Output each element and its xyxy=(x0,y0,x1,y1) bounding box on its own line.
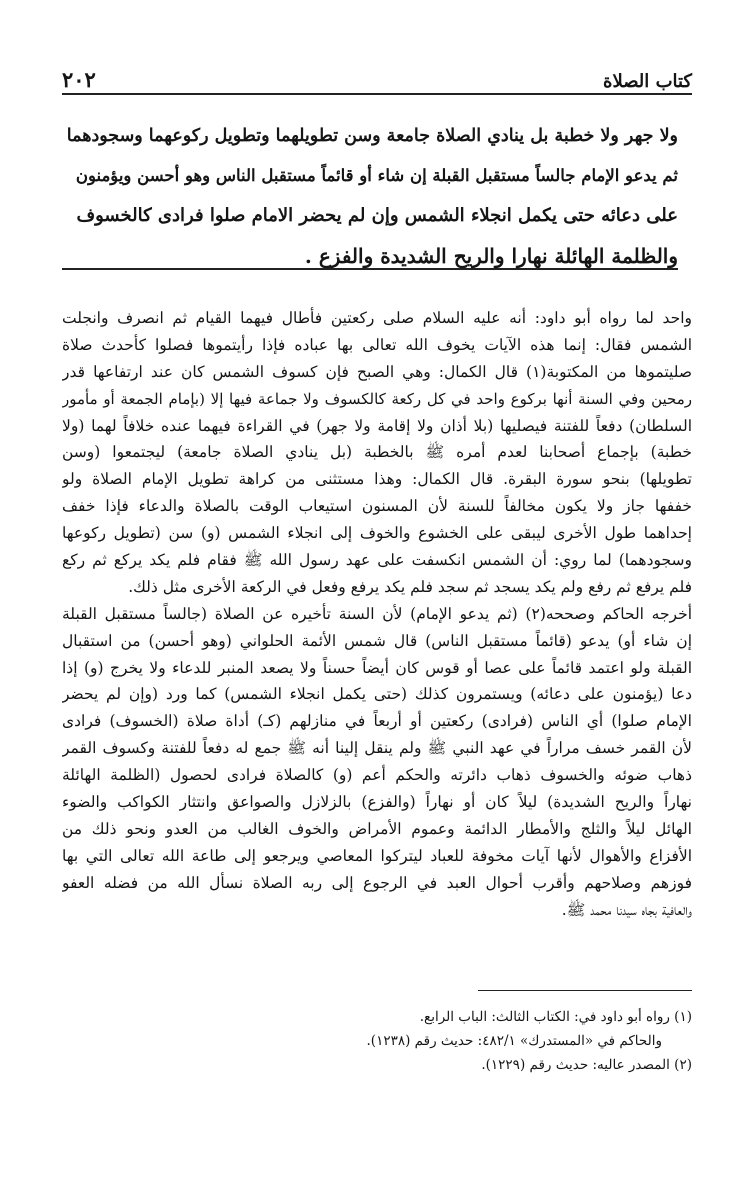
footnote: والحاكم في «المستدرك» ٤٨٢/١: حديث رقم (١٢٣٨). xyxy=(366,1033,662,1049)
footnote: (١) رواه أبو داود في: الكتاب الثالث: الباب الرابع. xyxy=(419,1009,692,1025)
commentary-line: فلم يرفع ثم رفع ولم يكد يسجد ثم سجد فلم يكد يرفع وفعل في الركعة الأخرى مثل ذلك. xyxy=(128,577,692,596)
commentary-line: نهاراً والريح الشديدة) ليلاً كان أو نهاراً (والفزع) بالزلازل والصواعق وانتثار الكواكب والضوء xyxy=(62,793,692,812)
commentary-line: تطويلها) بنحو سورة البقرة. قال الكمال: وهذا مستثنى من كراهة تطويل الإمام الصلاة ولو xyxy=(62,470,692,489)
matn-divider xyxy=(62,268,678,270)
commentary-line: الأفزاع والأهوال لأنها آيات مخوفة للعباد ليتركوا المعاصي ويرجعو إلى طاعة الله تعالى التي بها xyxy=(62,846,692,865)
footnotes xyxy=(62,1005,692,1077)
matn-line: على دعائه حتى يكمل انجلاء الشمس وإن لم يحضر الامام صلوا فرادى كالخسوف xyxy=(76,205,678,226)
page-header xyxy=(62,62,692,92)
footnote-divider xyxy=(478,990,692,991)
matn-text xyxy=(62,116,678,276)
commentary-line: صليتموها من المكتوبة(١) قال الكمال: وهي الصبح فإن كسوف الشمس كان عند ارتفاعها قدر xyxy=(62,362,692,381)
commentary-line: خطبة) بإجماع أصحابنا لعدم أمره ﷺ بالخطبة (بل ينادي الصلاة جامعة) ليجتمعوا (وسن xyxy=(62,443,692,462)
page-number: ٢٠٢ xyxy=(62,67,96,92)
commentary-line: والعافية بجاه سيدنا محمد ﷺ. xyxy=(561,900,692,919)
commentary-line: أخرجه الحاكم وصححه(٢) (ثم يدعو الإمام) لأن السنة تأخيره عن الصلاة (جالساً مستقبل القبلة xyxy=(62,604,692,623)
commentary-line: القبلة ولو اعتمد قائماً على عصا أو قوس كان أيضاً حسناً ولا يصعد المنبر للدعاء ولا يخرج (و) إذا xyxy=(62,658,692,677)
commentary-line: خففها جاز ولا يكون مخالفاً للسنة لأن المسنون استيعاب الوقت بالصلاة والدعاء فإذا خفف xyxy=(62,497,692,516)
commentary-line: رمحين وفي السنة أنها بركوع واحد في كل ركعة كالكسوف ولا جماعة فيها إلا (بإمام الجمعة أو مأمور xyxy=(62,389,692,408)
footnote: (٢) المصدر عاليه: حديث رقم (١٢٢٩). xyxy=(481,1057,692,1073)
commentary-line: فوزهم وصلاحهم وأقرب أحوال العبد في الرجوع إلى ربه الصلاة نسأل الله من فضله العفو xyxy=(62,873,692,892)
commentary-line: السلطان) دفعاً للفتنة فيصليها (بلا أذان ولا إقامة ولا جهر) في القراءة فيهما عنده خلافاً لهما (ولا xyxy=(62,416,692,435)
commentary-line: دعا (يؤمنون على دعائه) ويستمرون كذلك (حتى يكمل انجلاء الشمس) كما ورد (وإن لم يحضر xyxy=(62,685,692,704)
commentary-line: إحداهما طول الأخرى ليبقى على الخشوع والخوف إلى انجلاء الشمس (و) سن (تطويل ركوعها xyxy=(62,524,692,543)
commentary-line: وسجودهما) لما روي: أن الشمس انكسفت على عهد رسول الله ﷺ فقام فلم يكد يركع ثم ركع xyxy=(62,551,692,570)
matn-line: ثم يدعو الإمام جالساً مستقبل القبلة إن شاء أو قائماً مستقبل الناس وهو أحسن ويؤمنون xyxy=(75,166,678,185)
commentary-line: واحد لما رواه أبو داود: أنه عليه السلام صلى ركعتين فأطال فيهما القيام ثم انصرف وانجلت xyxy=(62,309,692,327)
commentary-text xyxy=(62,305,692,923)
commentary-line: ذهاب ضوئه والخسوف ذهاب دائرته والحكم أعم (و) كالصلاة فرادى لحصول (الظلمة الهائلة xyxy=(62,766,692,785)
commentary-line: الهائل ليلاً والثلج والأمطار الدائمة وعموم الأمراض والخوف الغالب من العدو ونحو ذلك من xyxy=(62,819,692,838)
matn-line: ولا جهر ولا خطبة بل ينادي الصلاة جامعة وسن تطويلهما وتطويل ركوعهما وسجودهما xyxy=(66,126,678,146)
book-title: كتاب الصلاة xyxy=(603,71,692,92)
commentary-line: لأن القمر خسف مراراً في عهد النبي ﷺ ولم ينقل إلينا أنه ﷺ جمع له دفعاً للفتنة وكسوف القمر xyxy=(62,739,692,758)
header-divider xyxy=(62,93,692,95)
commentary-line: الإمام صلوا) أي الناس (فرادى) ركعتين أو أربعاً في منازلهم (كـ) أداة صلاة (الخسوف) فرادى xyxy=(62,712,692,731)
commentary-line: الشمس فقال: إنما هذه الآيات يخوف الله تعالى بها عباده فإذا رأيتموها فصلوا كأحدث صلاة xyxy=(62,335,692,354)
matn-line: والظلمة الهائلة نهارا والريح الشديدة والفزع . xyxy=(304,244,678,268)
commentary-line: إن شاء أو) يدعو (قائماً مستقبل الناس) قال شمس الأئمة الحلواني (وهو أحسن) من استقبال xyxy=(62,631,692,650)
